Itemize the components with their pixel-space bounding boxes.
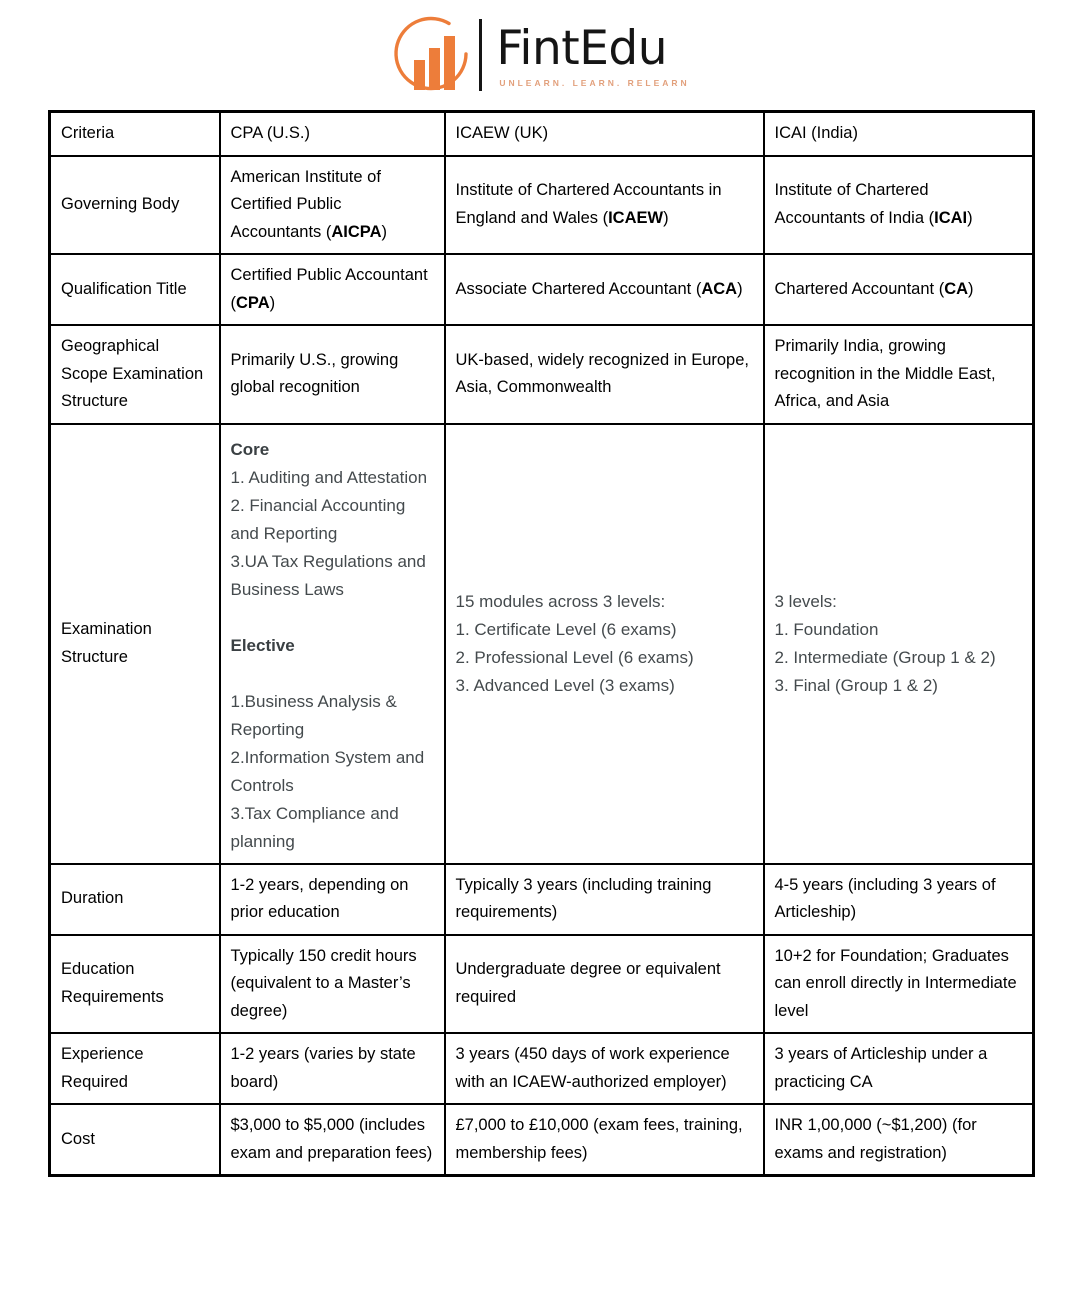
table-row <box>50 325 1034 424</box>
table-row <box>50 1033 1034 1104</box>
cell-cpa-row-3: Primarily U.S., growing global recognition <box>220 325 445 424</box>
table-row <box>50 864 1034 935</box>
table-row <box>50 1104 1034 1176</box>
cell-cpa-row-5: 1-2 years, depending on prior education <box>220 864 445 935</box>
certification-comparison-table <box>48 110 1035 1177</box>
column-header-icaew: ICAEW (UK) <box>445 112 764 156</box>
row-label-qualification-title: Qualification Title <box>50 254 220 325</box>
logo-text <box>496 22 689 88</box>
cell-icai-row-1: Institute of Chartered Accountants of India (ICAI) <box>764 156 1034 255</box>
row-label-duration: Duration <box>50 864 220 935</box>
cell-icai-row-5: 4-5 years (including 3 years of Articleship) <box>764 864 1034 935</box>
cell-icai-row-2: Chartered Accountant (CA) <box>764 254 1034 325</box>
column-header-criteria: Criteria <box>50 112 220 156</box>
brand-tagline: UNLEARN. LEARN. RELEARN <box>499 78 690 88</box>
row-label-examination-structure: Examination Structure <box>50 424 220 864</box>
cell-cpa-row-6: Typically 150 credit hours (equivalent to a Master’s degree) <box>220 935 445 1034</box>
table-row <box>50 156 1034 255</box>
cell-icaew-row-5: Typically 3 years (including training requirements) <box>445 864 764 935</box>
table-header <box>50 112 1034 156</box>
table-body <box>50 156 1034 1176</box>
bar-chart-in-circle-icon <box>389 12 475 98</box>
cell-cpa-row-1: American Institute of Certified Public Accountants (AICPA) <box>220 156 445 255</box>
page-header <box>0 0 1079 110</box>
column-header-cpa: CPA (U.S.) <box>220 112 445 156</box>
row-label-governing-body: Governing Body <box>50 156 220 255</box>
cell-icaew-row-2: Associate Chartered Accountant (ACA) <box>445 254 764 325</box>
cell-icaew-row-3: UK-based, widely recognized in Europe, Asia, Commonwealth <box>445 325 764 424</box>
cell-icaew-row-7: 3 years (450 days of work experience with an ICAEW-authorized employer) <box>445 1033 764 1104</box>
table-row <box>50 254 1034 325</box>
brand-name: FintEdu <box>496 21 668 76</box>
cell-cpa-row-8: $3,000 to $5,000 (includes exam and preparation fees) <box>220 1104 445 1176</box>
column-header-icai: ICAI (India) <box>764 112 1034 156</box>
logo-divider <box>479 19 482 91</box>
cell-cpa-row-4: Core 1. Auditing and Attestation 2. Financial Accounting and Reporting 3.UA Tax Regulations and Business Laws Elective 1.Business Analysis & Reporting 2.Information System and Controls 3.Tax Compliance and planning <box>220 424 445 864</box>
table-row <box>50 935 1034 1034</box>
brand-logo <box>389 12 689 98</box>
cell-icai-row-7: 3 years of Articleship under a practicing CA <box>764 1033 1034 1104</box>
cell-icai-row-4: 3 levels: 1. Foundation 2. Intermediate (Group 1 & 2) 3. Final (Group 1 & 2) <box>764 424 1034 864</box>
cell-cpa-row-7: 1-2 years (varies by state board) <box>220 1033 445 1104</box>
table-row <box>50 424 1034 864</box>
comparison-table-region <box>0 110 1079 1177</box>
row-label-geographical-scope-examination-structure: Geographical Scope Examination Structure <box>50 325 220 424</box>
row-label-experience-required: Experience Required <box>50 1033 220 1104</box>
cell-icai-row-8: INR 1,00,000 (~$1,200) (for exams and registration) <box>764 1104 1034 1176</box>
cell-icaew-row-6: Undergraduate degree or equivalent required <box>445 935 764 1034</box>
cell-icai-row-3: Primarily India, growing recognition in the Middle East, Africa, and Asia <box>764 325 1034 424</box>
cell-icaew-row-8: £7,000 to £10,000 (exam fees, training, membership fees) <box>445 1104 764 1176</box>
cell-icaew-row-4: 15 modules across 3 levels: 1. Certificate Level (6 exams) 2. Professional Level (6 exams) 3. Advanced Level (3 exams) <box>445 424 764 864</box>
cell-icaew-row-1: Institute of Chartered Accountants in England and Wales (ICAEW) <box>445 156 764 255</box>
row-label-education-requirements: Education Requirements <box>50 935 220 1034</box>
cell-icai-row-6: 10+2 for Foundation; Graduates can enroll directly in Intermediate level <box>764 935 1034 1034</box>
row-label-cost: Cost <box>50 1104 220 1176</box>
cell-cpa-row-2: Certified Public Accountant (CPA) <box>220 254 445 325</box>
table-header-row <box>50 112 1034 156</box>
